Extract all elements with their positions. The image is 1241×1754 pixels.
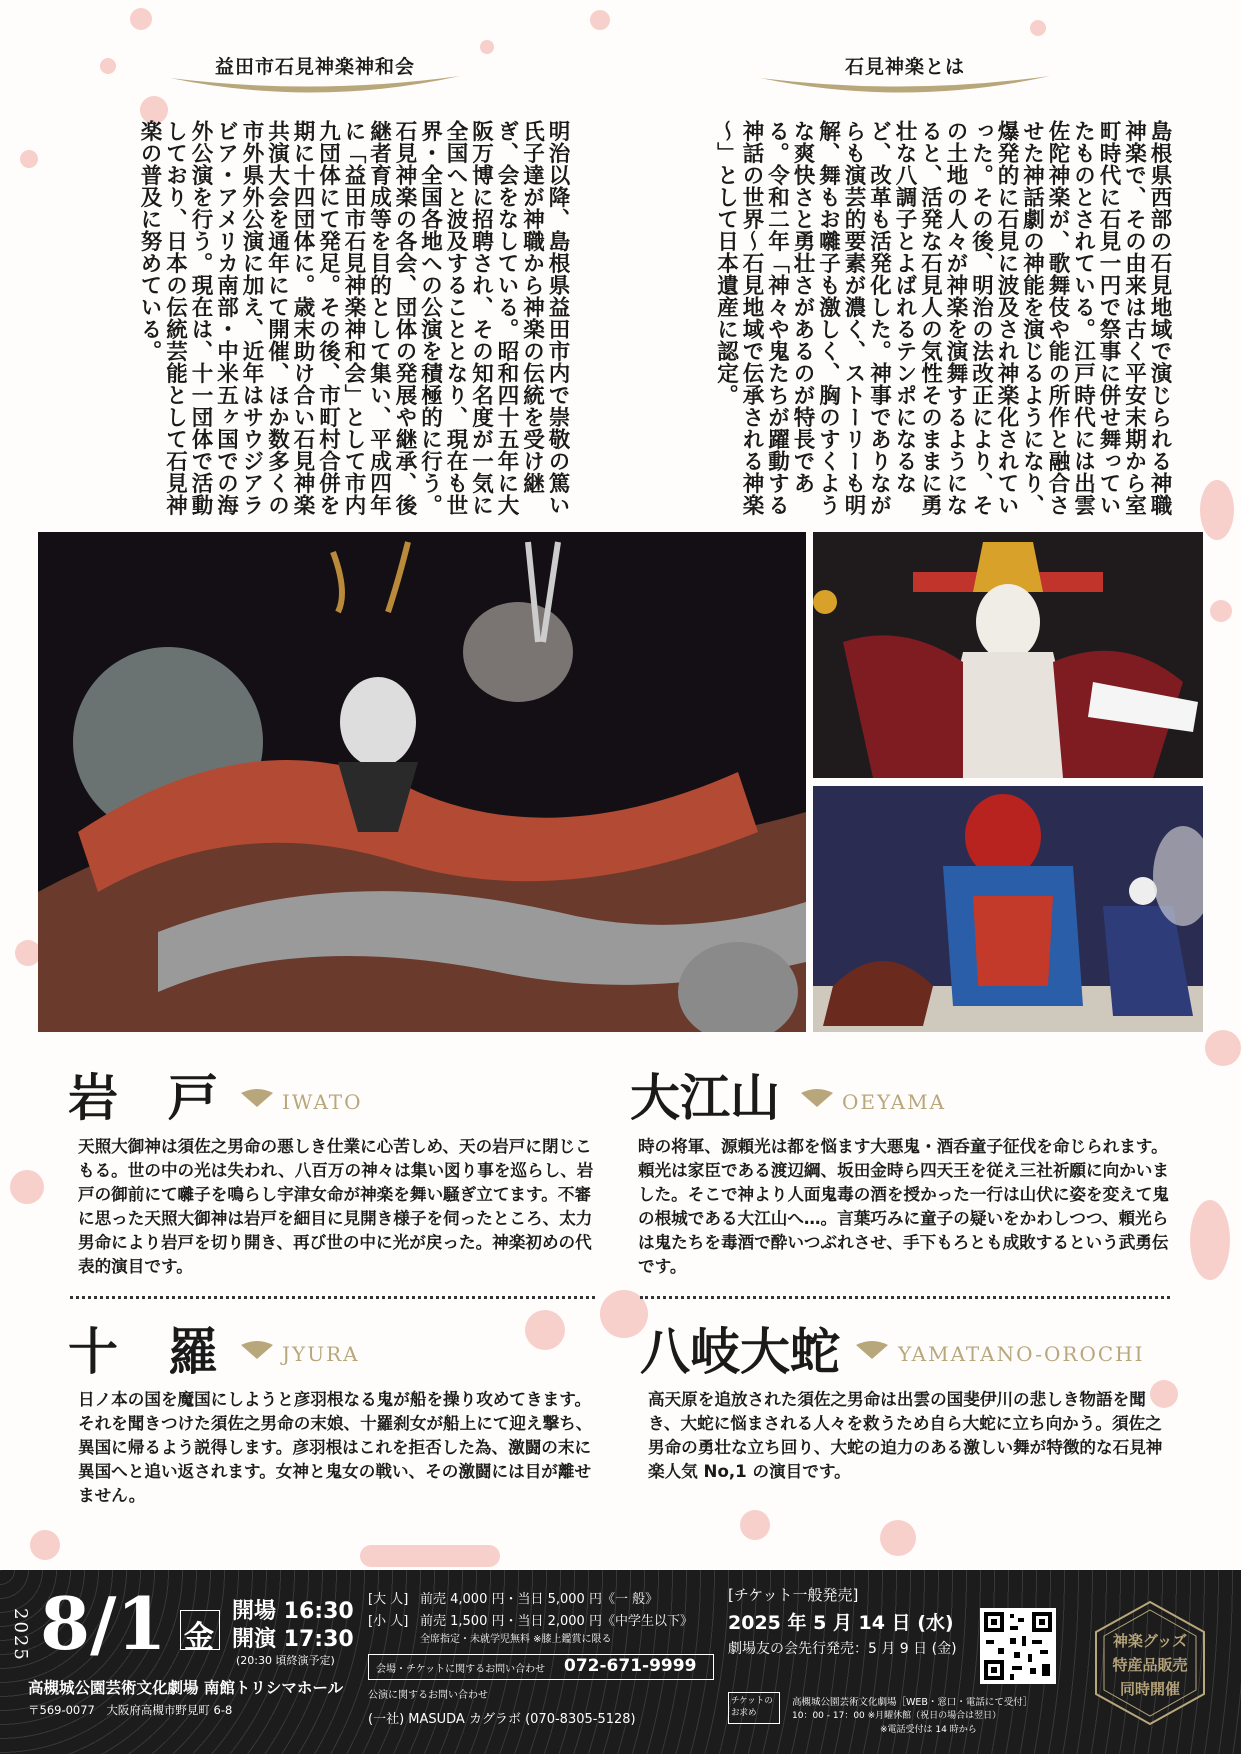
event-date: 8/1 [40, 1581, 167, 1666]
header-left [165, 48, 465, 104]
venue: 高槻城公園芸術文化劇場 南館トリシマホール [28, 1679, 344, 1697]
address: 〒569-0077 大阪府高槻市野見町 6-8 [28, 1703, 233, 1717]
fan-icon [240, 1088, 274, 1108]
child-tag-label: 小 人 [373, 1614, 404, 1629]
column-masuda-kamiwakai: 明治以降、島根県益田市内で崇敬の篤い氏子達が神職から神楽の伝統を受け継ぎ、会をなしている。昭和四十五年に大阪万博に招聘され、その知名度が一気に全国へと波及することとなり、現在も世界・全国各地への公演を積極的に行う。石見神楽の各会、団体の発展や継承、後継者育成等を目的として集い、平成四年に「益田市石見神楽神和会」として市内九団体にて発足。その後、市町村合併を期に十四団体に。歳末助け合い石見神楽共演大会を通年にて開催、ほか数多くの市外県外公演に加え、近年はサウジアラビア・アメリカ南部・中米五ヶ国での海外公演を行う。現在は、十一団体で活動しており、日本の伝統芸能として石見神楽の普及に努めている。 [137, 120, 570, 516]
end-note: (20:30 頃終演予定) [236, 1654, 335, 1667]
ticket-title: [チケット一般発売] [728, 1586, 859, 1604]
act-title: 岩 戸 [68, 1068, 218, 1127]
header-right-title: 石見神楽とは [844, 56, 965, 78]
event-info-footer [0, 1570, 1241, 1754]
act-roman: YAMATANO-OROCHI [898, 1342, 1145, 1366]
column-iwami-kagura-about: 島根県西部の石見地域で演じられる神職神楽で、その由来は古く平安末期から室町時代に石見一円で祭事に併せ舞っていたものとされている。江戸時代には出雲佐陀神楽が、歌舞伎や能の所作と融合させた神話劇の神能を演じるようになり、爆発的に石見に波及され神楽化されていった。その後、明治の法改正により、その土地の人々が神楽を演舞するようになると、活発な石見人の気性そのままに勇壮な八調子とよばれるテンポになるなど、改革も活発化した。神事でありながらも演芸的要素が濃く、ストーリーも明解、舞もお囃子も激しく、胸のすくような爽快さと勇壮さがあるのが特長である。令和二年「神々や鬼たちが躍動する神話の世界～石見地域で伝承される神楽～」として日本遺産に認定。 [713, 120, 1172, 516]
act-roman: IWATO [282, 1090, 363, 1114]
divider-left [70, 1296, 595, 1299]
gold-swoosh-icon [755, 70, 1055, 100]
adult-price: 前売 4,000 円・当日 5,000 円《一 般》 [420, 1592, 659, 1607]
contact-phone[interactable]: 072-671-9999 [564, 1656, 697, 1676]
act-description: 時の将軍、源頼光は都を悩ます大悪鬼・酒呑童子征伐を命じられます。頼光は家臣である渡辺綱、坂田金時ら四天王を従え三社祈願に向かいました。そこで神より人面鬼毒の酒を授かった一行は山伏に姿を変えて鬼の根城である大江山へ…。言葉巧みに童子の疑いをかわしつつ、頼光らは鬼たちを毒酒で酔いつぶれさせ、手下もろとも成敗するという武勇伝です。 [638, 1137, 1169, 1276]
goods-badge [1090, 1598, 1210, 1728]
fan-icon [855, 1340, 889, 1360]
doors-open: 開場 16:30 [232, 1599, 354, 1624]
event-weekday: 金 [184, 1620, 214, 1655]
photo-orochi [38, 532, 806, 1032]
qr-code-icon[interactable] [980, 1608, 1056, 1684]
act-roman: JYURA [282, 1342, 360, 1366]
event-year: 2025 [10, 1608, 31, 1662]
goods-line-1: 神楽グッズ [1112, 1632, 1188, 1650]
show-start: 開演 17:30 [232, 1627, 354, 1652]
act-roman: OEYAMA [842, 1090, 947, 1114]
photo-jyura-battle [813, 786, 1203, 1032]
ticket-where: 高槻城公園芸術文化劇場［WEB・窓口・電話にて受付］ [792, 1697, 1033, 1708]
goods-line-3: 同時開催 [1119, 1680, 1180, 1698]
goods-line-2: 特産品販売 [1112, 1656, 1188, 1674]
ticket-phone-note: ※電話受付は 14 時から [880, 1725, 977, 1735]
gold-swoosh-icon [165, 70, 465, 100]
act-description: 日ノ本の国を魔国にしようと彦羽根なる鬼が船を操り攻めてきます。それを聞きつけた須佐之男命の末娘、十羅刹女が船上にて迎え撃ち、異国に帰るよう説得します。彦羽根はこれを拒否した為、激闘の末に異国へと追い返されます。女神と鬼女の戦い、その激闘には目が離せません。 [78, 1390, 593, 1505]
fan-icon [240, 1340, 274, 1360]
act-title: 八岐大蛇 [640, 1322, 840, 1381]
adult-tag-label: 大 人 [373, 1592, 404, 1607]
fan-icon [800, 1088, 834, 1108]
performance-contact: (一社) MASUDA カグラボ (070-8305-5128) [368, 1712, 636, 1727]
child-price: 前売 1,500 円・当日 2,000 円《中学生以下》 [420, 1614, 693, 1629]
performance-contact-label: 公演に関するお問い合わせ [368, 1690, 488, 1701]
price-note: 全席指定・未就学児無料 ※膝上鑑賞に限る [420, 1634, 612, 1645]
header-right [755, 48, 1055, 104]
child-tag: [小 人] [368, 1614, 409, 1629]
photo-shrine-maiden-mask [813, 532, 1203, 778]
ticket-tag: チケットのお求め [731, 1696, 773, 1718]
ticket-hours: 10：00 - 17：00 ※月曜休館（祝日の場合は翌日） [792, 1711, 1002, 1721]
act-title: 大江山 [630, 1068, 780, 1127]
header-left-title: 益田市石見神楽神和会 [214, 56, 415, 78]
divider-right [640, 1296, 1170, 1299]
contact-label: 会場・チケットに関するお問い合わせ [376, 1664, 546, 1675]
ticket-date: 2025 年 5 月 14 日 (水) [728, 1612, 954, 1634]
adult-tag: [大 人] [368, 1592, 409, 1607]
act-description: 天照大御神は須佐之男命の悪しき仕業に心苦しめ、天の岩戸に閉じこもる。世の中の光は失われ、八百万の神々は集い図り事を巡らし、岩戸の御前にて囃子を鳴らし宇津女命が神楽を舞い騒ぎ立てます。不審に思った天照大御神は岩戸を細目に見開き様子を伺ったところ、太力男命により岩戸を切り開き、再び世の中に光が戻った。神楽初めの代表的演目です。 [78, 1137, 594, 1276]
act-title: 十 羅 [68, 1322, 218, 1381]
ticket-presale: 劇場友の会先行発売：5 月 9 日 (金) [728, 1641, 957, 1657]
act-description: 高天原を追放された須佐之男命は出雲の国斐伊川の悲しき物語を聞き、大蛇に悩まされる人々を救うため自ら大蛇に立ち向かう。須佐之男命の勇壮な立ち回り、大蛇の迫力のある激しい舞が特徴的な石見神楽人気 No,1 の演目です。 [648, 1390, 1163, 1481]
